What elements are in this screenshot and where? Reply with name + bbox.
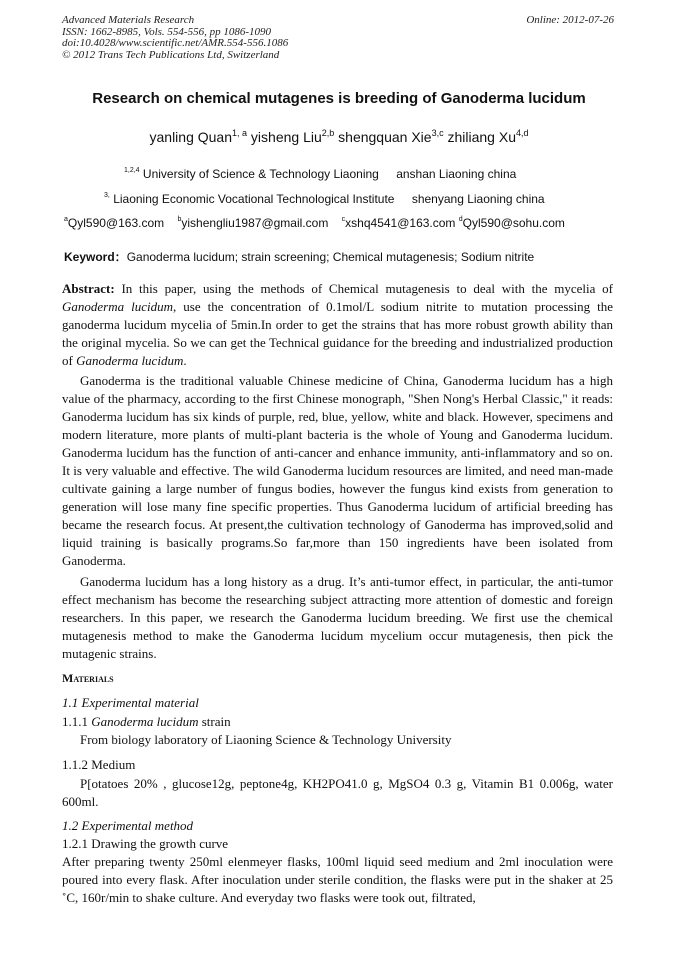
abstract-text: , use the concentration of 0.1mol/L sodium nitrite to mutation processing the ganoderma lucidum mycelia of 5min.In order to get the strains that has more robust growth ability than the original mycelia. So we can get the Technical guidance for the breeding and industrialized production of [62,299,613,368]
species-name: Ganoderma lucidum [91,714,199,729]
keywords [64,248,534,265]
email-link[interactable]: Qyl590@sohu.com [462,216,565,230]
body-paragraph: Ganoderma is the traditional valuable Chinese medicine of China, Ganoderma lucidum has a high value of the pharmacy, according to the first Chinese monograph, "Shen Nong's Herbal Classic," it reads: Ganoderma lucidum has six kinds of purple, red, blue, yellow, white and black. However, specimens and modern literature, more plants of multi-plant bacteria is the whole of Young and Ganoderma lucidum. Ganoderma lucidum has the function of anti-cancer and enhance immunity, anti-inflammatory and so on. It is very valuable and effective. The wild Ganoderma lucidum resources are limited, and need man-made cultivate gaining a large number of fungus bodies, however the fungus kind exists from generation to generation will lose many fine specific properties. Thus Ganoderma lucidum of artificial breeding has became the research focus. At present,the cultivation technology of Ganoderma has improved,solid and liquid training is basically programs.So far,more than 150 ingredients have been isolated from Ganoderma. [62,373,613,568]
author-sup: 1, a [232,128,248,138]
email-sup: b [177,216,182,223]
affiliation-institution: University of Science & Technology Liaoning [142,167,379,181]
body-paragraph: Ganoderma lucidum has a long history as a drug. It’s anti-tumor effect, in particular, the anti-tumor effect mechanism has become the researching subject attracting more attention of domestic and foreign researchers. In this paper, we research the Ganoderma lucidum breeding. We first use the chemical mutagenesis method to make the Ganoderma lucidum mycelium occur mutagenesis, then pick the mutagenic strains. [62,574,613,661]
section-heading-materials: Materials [62,671,114,685]
subsubsection-heading: 1.1.2 Medium [62,757,136,772]
author-name: shengquan Xie [338,129,432,145]
author-sup: 2,b [321,128,335,138]
medium-composition: P[otatoes 20% , glucose12g, peptone4g, KH2PO41.0 g, MgSO4 0.3 g, Vitamin B1 0.006g, water 600ml. [62,776,613,809]
affiliation-1 [124,167,516,181]
abstract-text: In this paper, using the methods of Chemical mutagenesis to deal with the mycelia of [114,281,613,296]
abstract [62,280,613,370]
author-name: yisheng Liu [250,129,322,145]
affiliation-sup: 3, [104,192,110,199]
abstract-text: . [183,353,187,368]
author-sup: 3,c [431,128,444,138]
subsection-heading: 1.1 Experimental material [62,695,199,710]
paper-title: Research on chemical mutagenes is breeding of Ganoderma lucidum [92,90,586,107]
method-paragraph: After preparing twenty 250ml elenmeyer flasks, 100ml liquid seed medium and 2ml inoculation were poured into every flask. After inoculation under sterile condition, the flasks were put in the shaker at 25 ˚C, 160r/min to shake culture. And everyday two flasks were took out, filtrated, [62,854,613,905]
email-list [64,216,565,230]
author-name: yanling Quan [149,129,233,145]
affiliation-institution: Liaoning Economic Vocational Technological Institute [113,192,395,206]
species-name: Ganoderma lucidum [76,353,184,368]
email-sup: a [64,216,68,223]
email-link[interactable]: Qyl590@163.com [67,216,165,230]
journal-name: Advanced Materials Research [62,14,195,26]
journal-issn: ISSN: 1662-8985, Vols. 554-556, pp 1086-1090 [62,25,271,38]
heading-rest: strain [198,714,231,729]
journal-header [62,15,288,61]
journal-copyright: © 2012 Trans Tech Publications Ltd, Switzerland [62,48,280,61]
email-link[interactable]: yishengliu1987@gmail.com [181,216,329,230]
email-link[interactable]: xshq4541@163.com [345,216,456,230]
subsubsection-heading [62,714,231,730]
email-sup: c [341,216,346,223]
subsubsection-heading: 1.2.1 Drawing the growth curve [62,836,229,851]
online-date: Online: 2012-07-26 [526,14,614,26]
author-list [0,128,678,145]
heading-number: 1.1.1 [62,714,92,729]
material-source: From biology laboratory of Liaoning Science & Technology University [80,732,452,747]
affiliation-location: anshan Liaoning china [396,167,517,181]
species-name: Ganoderma lucidum [62,299,174,314]
keywords-label: Keyword： [64,250,127,264]
author-name: zhiliang Xu [447,129,516,145]
abstract-label: Abstract: [62,281,115,296]
subsection-heading: 1.2 Experimental method [62,818,194,833]
affiliation-location: shenyang Liaoning china [411,192,545,206]
journal-doi: doi:10.4028/www.scientific.net/AMR.554-556.1086 [62,37,289,49]
affiliation-sup: 1,2,4 [124,167,140,174]
keywords-text: Ganoderma lucidum; strain screening; Chemical mutagenesis; Sodium nitrite [126,250,535,264]
affiliation-2 [104,192,545,206]
author-sup: 4,d [515,128,529,138]
email-sup: d [458,216,463,223]
